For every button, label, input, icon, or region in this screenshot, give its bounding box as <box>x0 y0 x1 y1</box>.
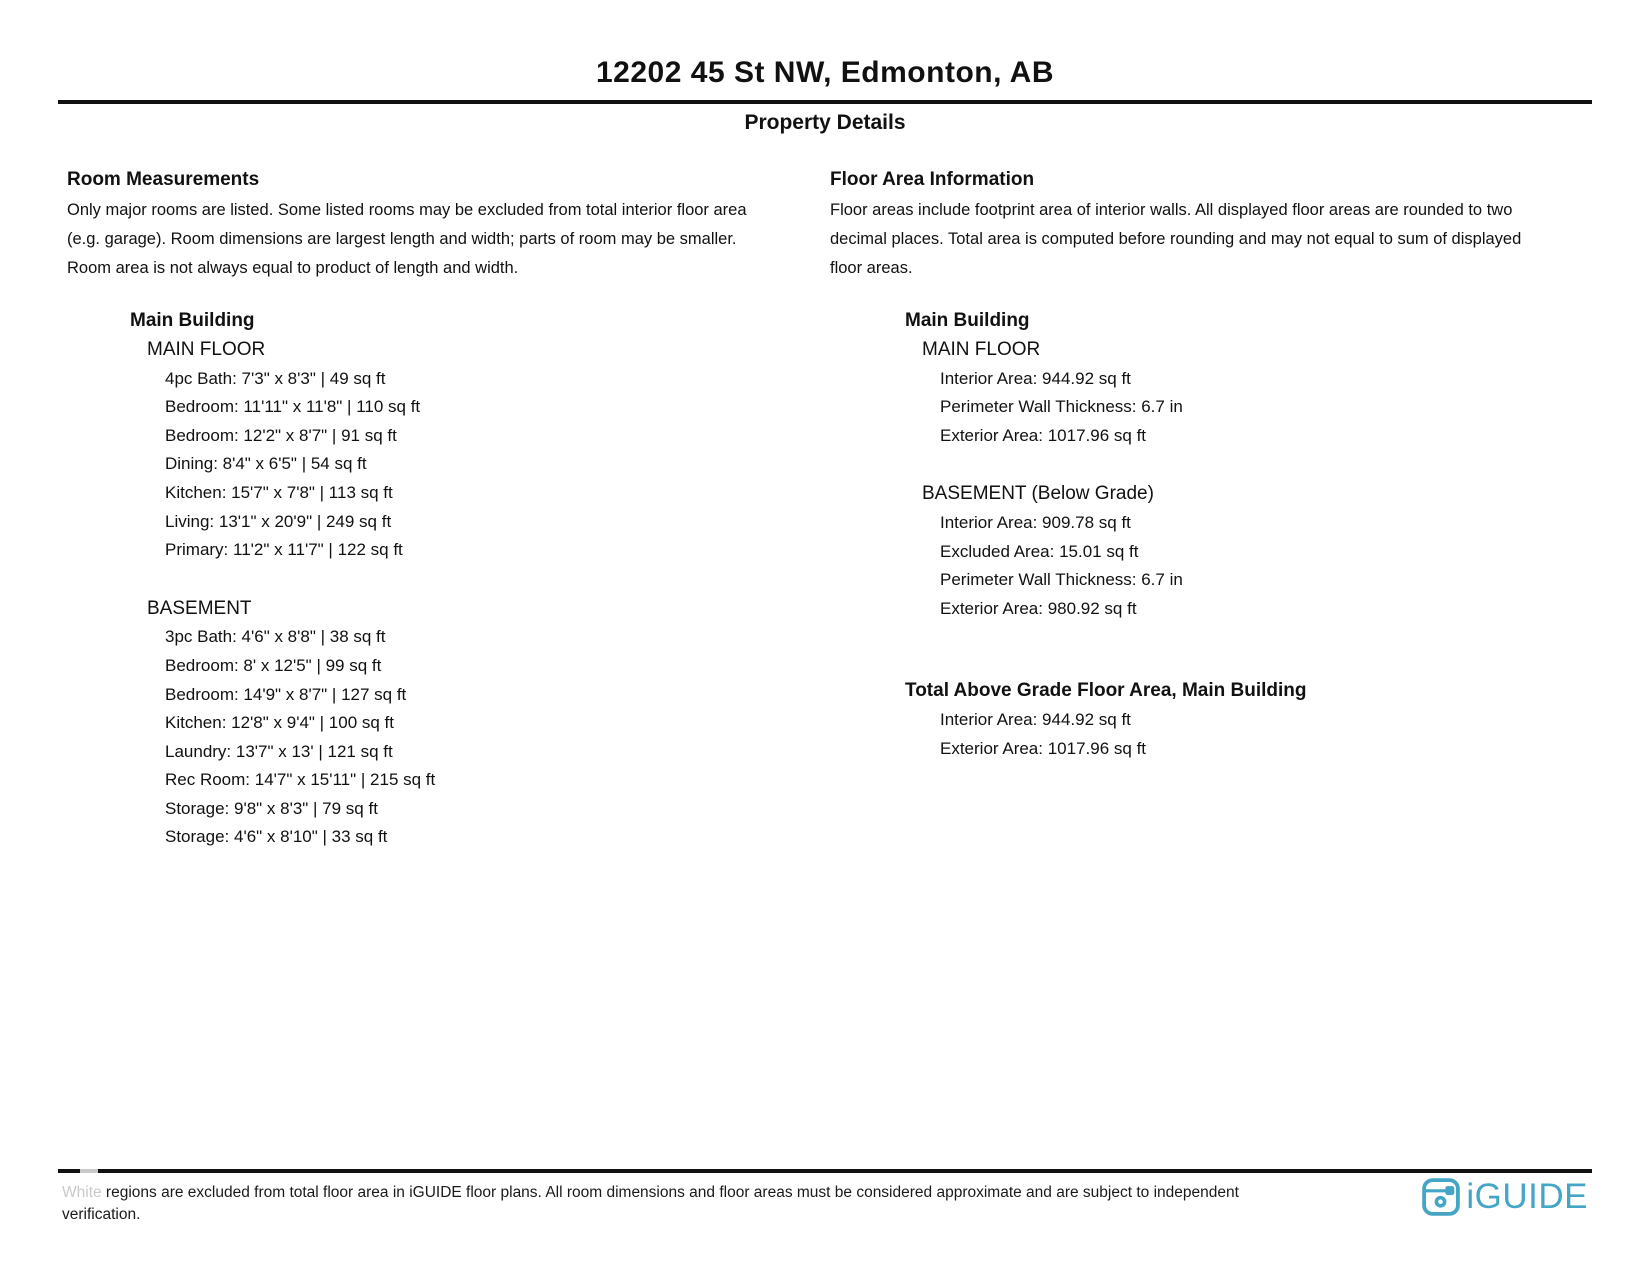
floor-area-building-block <box>905 307 1590 623</box>
floor-area-item: Excluded Area: 15.01 sq ft <box>940 541 1139 561</box>
room-measurement: 4pc Bath: 7'3" x 8'3" | 49 sq ft <box>165 368 386 388</box>
building-heading: Main Building <box>130 310 255 332</box>
title-divider <box>58 100 1592 104</box>
room-measurement: Dining: 8'4" x 6'5" | 54 sq ft <box>165 454 367 474</box>
floor-area-description <box>830 196 1590 282</box>
floor-group <box>130 336 807 565</box>
content-columns <box>67 166 1590 852</box>
floor-name: MAIN FLOOR <box>922 338 1041 360</box>
iguide-camera-icon <box>1422 1178 1460 1216</box>
floor-area-item: Exterior Area: 980.92 sq ft <box>940 598 1137 618</box>
floor-group <box>905 336 1590 450</box>
footer-disclaimer <box>62 1182 1302 1226</box>
room-measurements-description <box>67 196 807 282</box>
room-measurement: Kitchen: 15'7" x 7'8" | 113 sq ft <box>165 482 393 502</box>
floor-area-item: Exterior Area: 1017.96 sq ft <box>940 425 1147 445</box>
floor-area-item: Interior Area: 909.78 sq ft <box>940 512 1131 532</box>
room-measurements-heading: Room Measurements <box>67 169 260 190</box>
room-measurement: Bedroom: 8' x 12'5" | 99 sq ft <box>165 655 382 675</box>
floor-area-floors <box>905 336 1590 623</box>
iguide-logo <box>1422 1175 1588 1219</box>
room-measurement: 3pc Bath: 4'6" x 8'8" | 38 sq ft <box>165 627 386 647</box>
description-line: Room area is not always equal to product of length and width. <box>67 258 519 277</box>
floor-name: BASEMENT (Below Grade) <box>922 483 1154 505</box>
disclaimer-text: regions are excluded from total floor area in iGUIDE floor plans. All room dimensions and floor areas must be considered approximate and are subject to independent verification. <box>62 1184 1239 1223</box>
room-measurement: Bedroom: 14'9" x 8'7" | 127 sq ft <box>165 684 407 704</box>
floor-area-heading: Floor Area Information <box>830 169 1035 190</box>
floor-name: BASEMENT <box>147 597 252 619</box>
building-heading: Main Building <box>905 310 1030 332</box>
description-line: Only major rooms are listed. Some listed rooms may be excluded from total interior floor area <box>67 201 747 219</box>
floor-area-item: Perimeter Wall Thickness: 6.7 in <box>940 397 1183 417</box>
description-line: (e.g. garage). Room dimensions are largest length and width; parts of room may be smaller. <box>67 229 737 248</box>
total-above-grade-items <box>905 706 1590 763</box>
floor-area-item: Interior Area: 944.92 sq ft <box>940 368 1131 388</box>
room-measurements-building-block <box>130 307 807 852</box>
floor-area-item: Perimeter Wall Thickness: 6.7 in <box>940 570 1183 590</box>
room-measurement: Kitchen: 12'8" x 9'4" | 100 sq ft <box>165 713 395 733</box>
iguide-logo-text: iGUIDE <box>1466 1177 1588 1216</box>
description-line: floor areas. <box>830 258 913 277</box>
room-measurement: Storage: 4'6" x 8'10" | 33 sq ft <box>165 827 388 847</box>
description-line: decimal places. Total area is computed before rounding and may not equal to sum of displayed <box>830 229 1522 248</box>
floor-name: MAIN FLOOR <box>147 338 266 360</box>
room-measurement: Storage: 9'8" x 8'3" | 79 sq ft <box>165 798 378 818</box>
room-measurement: Primary: 11'2" x 11'7" | 122 sq ft <box>165 540 403 560</box>
room-measurements-floors <box>130 336 807 852</box>
room-measurement: Bedroom: 12'2" x 8'7" | 91 sq ft <box>165 425 397 445</box>
total-above-grade-block <box>905 677 1590 763</box>
disclaimer-highlight-word: White <box>62 1184 102 1201</box>
room-measurements-section <box>67 166 807 852</box>
total-area-item: Exterior Area: 1017.96 sq ft <box>940 738 1147 758</box>
description-line: Floor areas include footprint area of interior walls. All displayed floor areas are rounded to two <box>830 201 1513 219</box>
floor-group <box>130 595 807 852</box>
total-above-grade-heading: Total Above Grade Floor Area, Main Building <box>905 680 1307 702</box>
floor-group <box>905 480 1590 623</box>
room-measurement: Bedroom: 11'11" x 11'8" | 110 sq ft <box>165 397 421 417</box>
total-area-item: Interior Area: 944.92 sq ft <box>940 709 1131 729</box>
page-title: 12202 45 St NW, Edmonton, AB <box>596 56 1054 89</box>
room-measurement: Rec Room: 14'7" x 15'11" | 215 sq ft <box>165 770 436 790</box>
footer-divider <box>58 1169 1592 1173</box>
floor-area-section <box>830 166 1590 763</box>
room-measurement: Living: 13'1" x 20'9" | 249 sq ft <box>165 511 392 531</box>
page-subtitle: Property Details <box>744 111 906 134</box>
room-measurement: Laundry: 13'7" x 13' | 121 sq ft <box>165 741 393 761</box>
